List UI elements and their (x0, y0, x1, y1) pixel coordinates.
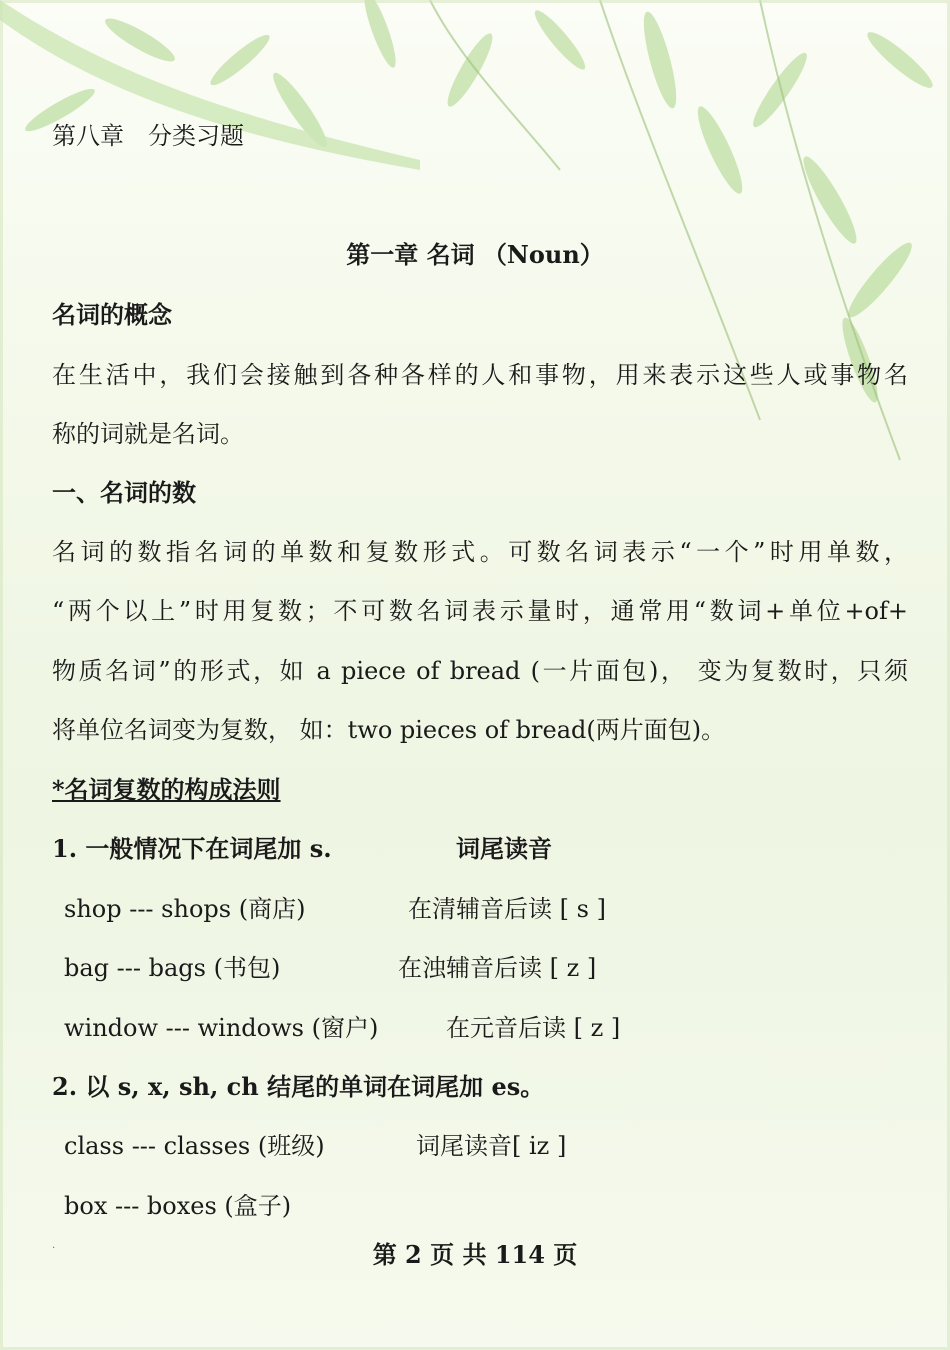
concept-line-2: 称的词就是名词。 (52, 420, 244, 448)
section1-line-3: 物质名词”的形式，如 a piece of bread (一片面包)， 变为复数时，只须 (52, 657, 908, 685)
rule1-note-2: 在浊辅音后读 [ z ] (398, 954, 597, 982)
rule1-example-3: window --- windows (窗户) (64, 1014, 379, 1042)
section1-heading: 一、名词的数 (52, 478, 196, 507)
concept-line-1: 在生活中，我们会接触到各种各样的人和事物，用来表示这些人或事物名 (52, 361, 908, 389)
section1-line-1: 名词的数指名词的单数和复数形式。可数名词表示“一个”时用单数， (52, 538, 908, 566)
rule1-example-2: bag --- bags (书包) (64, 954, 281, 982)
rule1-pron-heading: 词尾读音 (456, 834, 552, 863)
rule2-note-1: 词尾读音[ iz ] (416, 1132, 567, 1160)
page-title: 第一章 名词 （Noun） (346, 240, 604, 269)
rule2-example-2: box --- boxes (盒子) (64, 1192, 292, 1220)
rules-heading: *名词复数的构成法则 (52, 775, 281, 804)
section1-line-4: 将单位名词变为复数， 如：two pieces of bread(两片面包)。 (52, 716, 726, 744)
section1-line-2: “两个以上”时用复数；不可数名词表示量时，通常用“数词+单位+of+ (52, 597, 908, 625)
rule2-heading: 2. 以 s, x, sh, ch 结尾的单词在词尾加 es。 (52, 1072, 545, 1101)
chapter-label: 第八章 分类习题 (52, 122, 244, 150)
page-footer: 第 2 页 共 114 页 (372, 1240, 578, 1269)
rule2-example-1: class --- classes (班级) (64, 1132, 325, 1160)
rule1-note-1: 在清辅音后读 [ s ] (408, 895, 606, 923)
rule1-heading: 1. 一般情况下在词尾加 s. (52, 834, 332, 863)
concept-heading: 名词的概念 (52, 300, 172, 329)
rule1-example-1: shop --- shops (商店) (64, 895, 306, 923)
rule1-note-3: 在元音后读 [ z ] (446, 1014, 621, 1042)
footer-dot: . (52, 1240, 56, 1251)
